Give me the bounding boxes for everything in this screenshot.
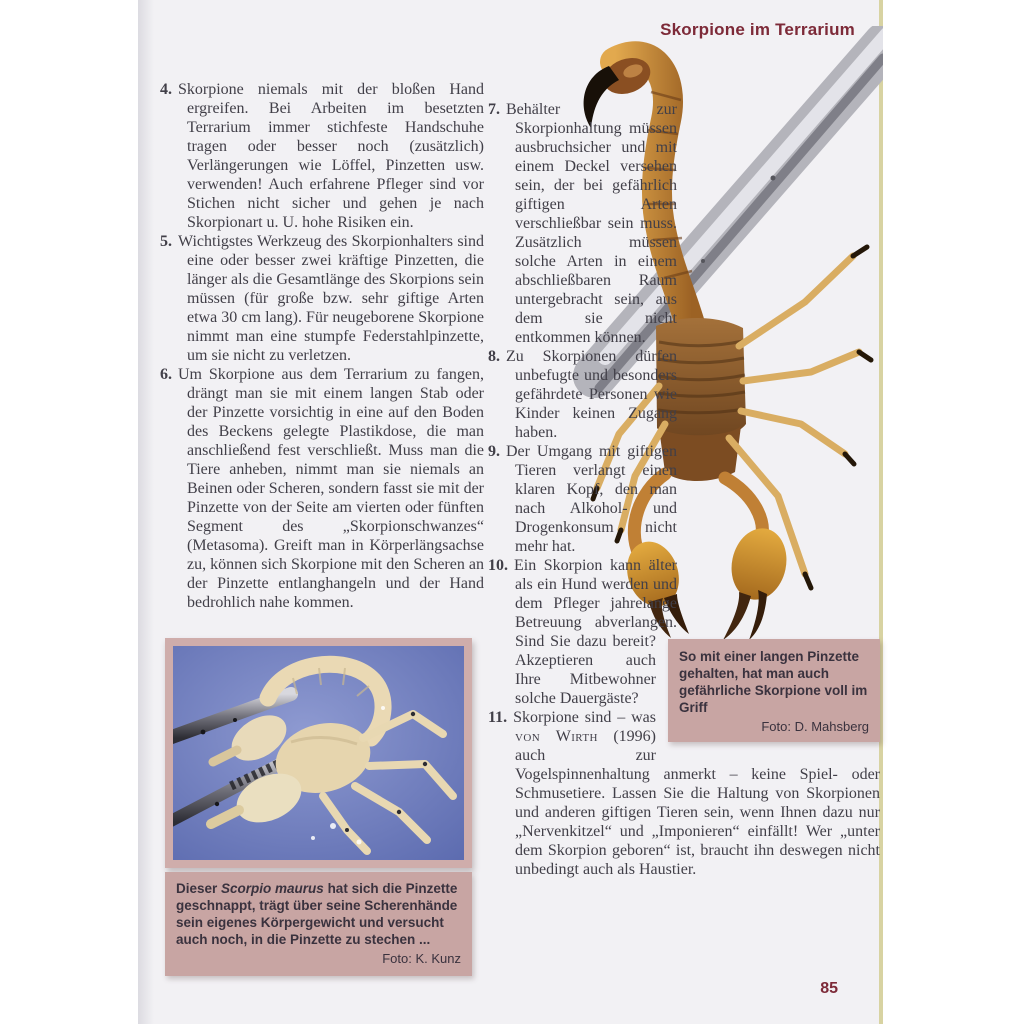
item-number: 11. bbox=[488, 709, 508, 726]
photo-caption-left bbox=[165, 872, 472, 976]
item-number: 6. bbox=[160, 366, 172, 383]
scorpio-maurus-photo bbox=[173, 646, 464, 860]
page-number: 85 bbox=[820, 980, 838, 997]
item-text: Zu Skorpionen dürfen unbefugte und besonders gefährdete Personen wie Kinder keinen Zugang haben. bbox=[506, 348, 677, 441]
book-page bbox=[138, 0, 883, 1024]
list-item-6 bbox=[160, 365, 484, 612]
caption-text bbox=[176, 880, 461, 948]
running-head: Skorpione im Terrarium bbox=[660, 20, 855, 39]
photo-wrap-spacer bbox=[677, 80, 880, 637]
caption-text: So mit einer langen Pinzette gehalten, hat man auch gefährliche Skorpione voll im Griff bbox=[679, 649, 868, 715]
photo-credit: Foto: D. Mahsberg bbox=[761, 719, 869, 734]
right-text-column bbox=[488, 80, 880, 879]
list-item-4 bbox=[160, 80, 484, 232]
item-text: Der Umgang mit giftigen Tieren verlangt einen klaren Kopf, den man nach Alkohol- und Drogenkonsum nicht mehr hat. bbox=[506, 443, 677, 555]
species-name: Scorpio maurus bbox=[221, 881, 324, 896]
item-text: Behälter zur Skorpionhaltung müssen ausbruchsicher und mit einem Deckel versehen sein, der bei gefährlich giftigen Arten verschließbar sein muss. Zusätzlich müssen solche Arten in einem abschließbaren Raum untergebracht sein, aus dem sie nicht entkommen können. bbox=[506, 101, 677, 346]
item-number: 8. bbox=[488, 348, 500, 365]
item-text: Skorpione niemals mit der bloßen Hand ergreifen. Bei Arbeiten im besetzten Terrarium immer stichfeste Handschuhe tragen oder besser noch (zusätzlich) Verlängerungen wie Löffel, Pinzetten usw. verwenden! Auch erfahrene Pfleger sind vor Stichen nicht sicher und gehen je nach Skorpionart u. U. hohe Risiken ein. bbox=[178, 81, 484, 231]
item-number: 10. bbox=[488, 557, 508, 574]
item-text: Wichtigstes Werkzeug des Skorpionhalters sind eine oder besser zwei kräftige Pinzetten, die länger als die Gesamtlänge des Skorpions sein müssen (für große bzw. sehr giftige Arten etwa 30 cm lang). Für neugeborene Skorpione nimmt man eine stumpfe Federstahlpinzette, um sie nicht zu verletzen. bbox=[178, 233, 484, 364]
caption-rest: hat sich die Pinzette geschnappt, trägt über seine Scherenhände sein eigenes Körpergewicht und versucht auch noch, in die Pinzette zu stechen ... bbox=[176, 881, 458, 947]
list-item-5 bbox=[160, 232, 484, 365]
item-text-pre: Skorpione sind – was bbox=[513, 709, 656, 726]
page-left-shadow bbox=[138, 0, 154, 1024]
item-text: Ein Skorpion kann älter als ein Hund werden und dem Pfleger jahrelange Betreuung abverlangen. Sind Sie dazu bereit? Akzeptieren auch Ihre Mitbewohner solche Dauergäste? bbox=[514, 557, 677, 707]
item-number: 5. bbox=[160, 233, 172, 250]
photo-caption-right bbox=[668, 639, 880, 742]
item-text-post: (1996) auch zur Vogelspinnenhaltung anmerkt – keine Spiel- oder Schmusetiere. Lassen Sie die Haltung von Skorpionen und anderen giftigen Tieren sein, wenn Ihnen dazu nur „Nervenkitzel“ und „Imponieren“ einfällt! Wer „unter dem Skorpion geboren“ ist, braucht ihn deswegen nicht unbedingt auch als Haustier. bbox=[515, 728, 880, 878]
scorpio-maurus-photo-frame bbox=[165, 638, 472, 868]
item-number: 9. bbox=[488, 443, 500, 460]
caption-prefix: Dieser bbox=[176, 881, 222, 896]
item-text: Um Skorpione aus dem Terrarium zu fangen, drängt man sie mit einem langen Stab oder der Pinzette vorsichtig in eine auf den Boden des Beckens gelegte Plastikdose, die man anschließend fest verschließt. Muss man die Tiere anheben, nimmt man sie niemals an Beinen oder Scheren, sondern fasst sie mit der Pinzette von der Seite am vierten oder fünften Segment des „Skorpionschwanzes“ (Metasoma). Greift man in Körperlängsachse zu, können sich Skorpione mit den Scheren an der Pinzette entlanghangeln und der Hand bedrohlich nahe kommen. bbox=[178, 366, 484, 611]
author-name: von Wirth bbox=[515, 728, 598, 745]
item-number: 4. bbox=[160, 81, 172, 98]
photo-credit: Foto: K. Kunz bbox=[382, 951, 461, 966]
item-number: 7. bbox=[488, 101, 500, 118]
left-text-column bbox=[160, 80, 484, 612]
